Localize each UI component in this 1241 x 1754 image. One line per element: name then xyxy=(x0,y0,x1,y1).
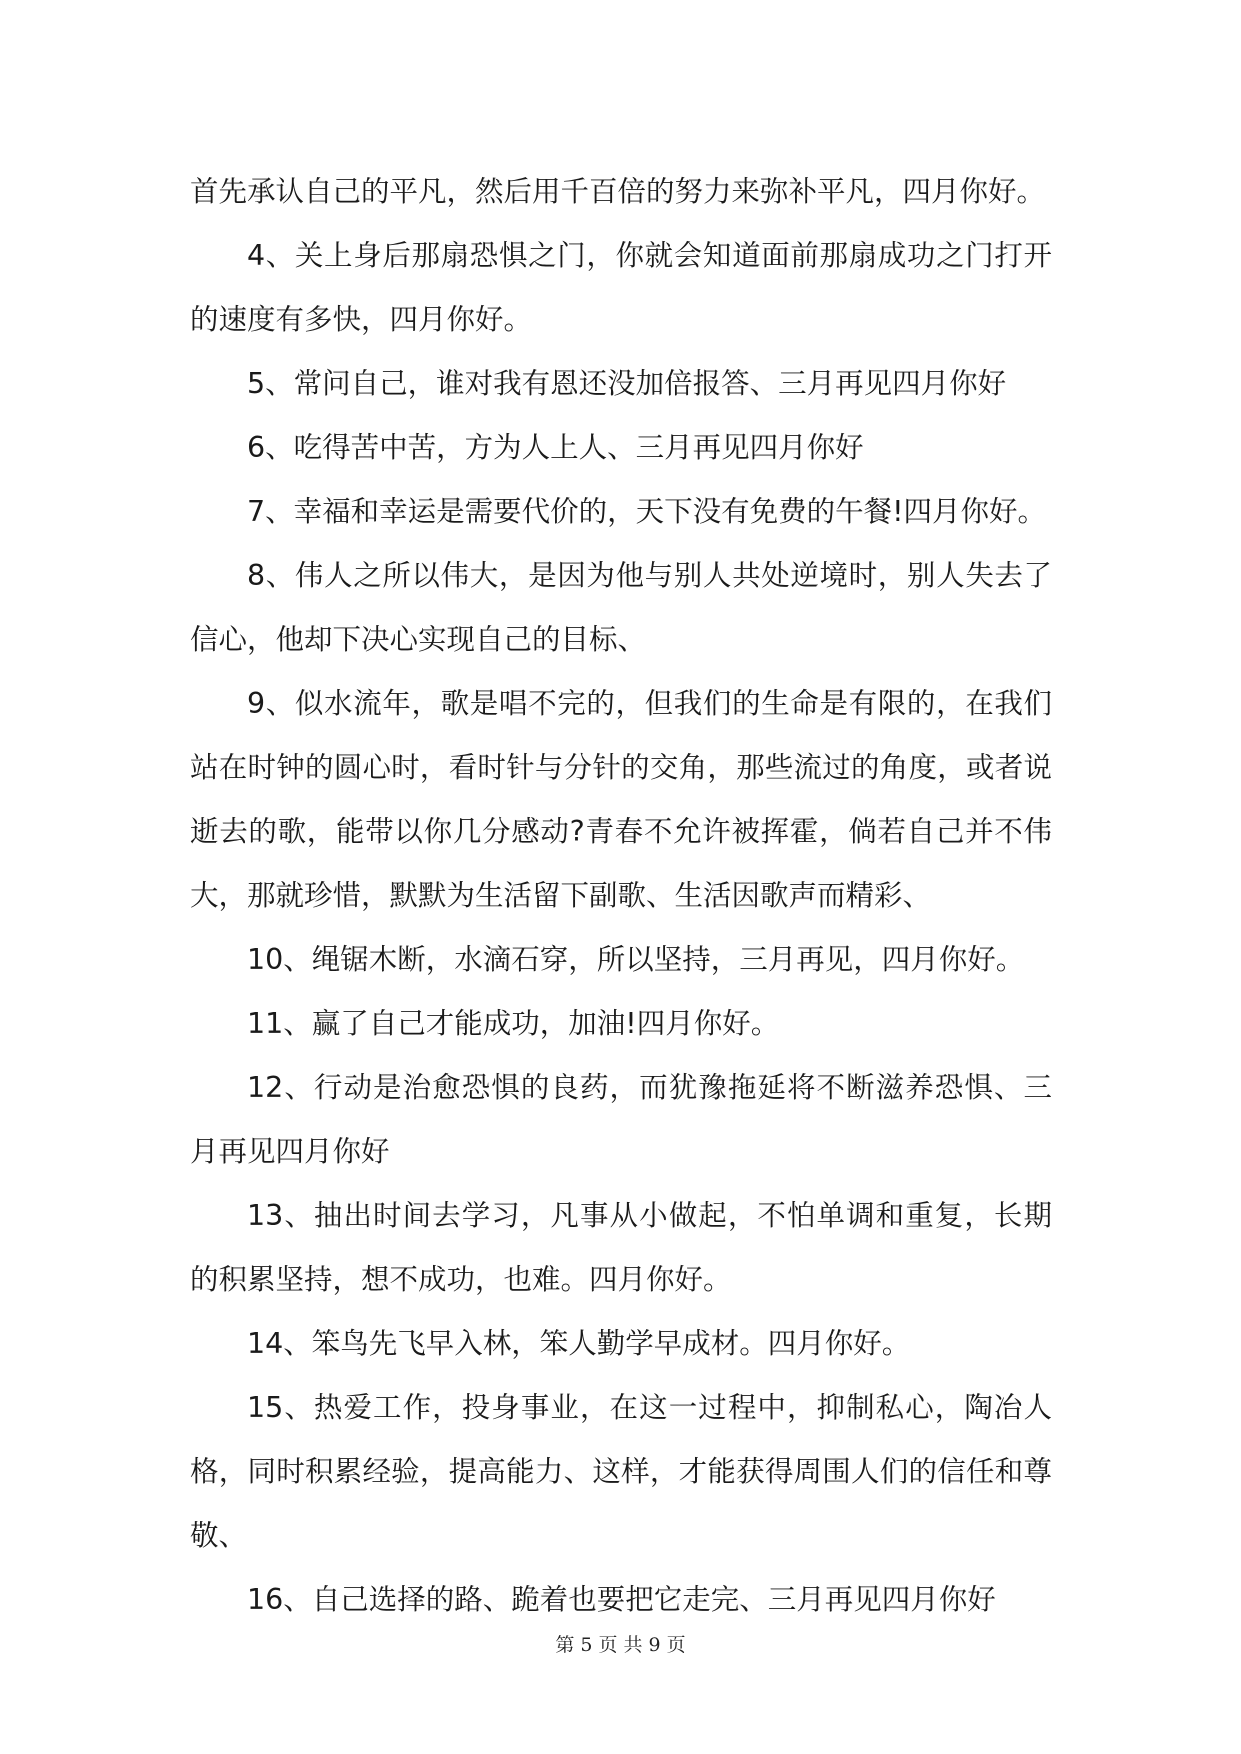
paragraph: 12、行动是治愈恐惧的良药，而犹豫拖延将不断滋养恐惧、三月再见四月你好 xyxy=(190,1071,1052,1168)
paragraph: 13、抽出时间去学习，凡事从小做起，不怕单调和重复，长期的积累坚持，想不成功，也难。四月你好。 xyxy=(190,1199,1052,1296)
paragraph: 15、热爱工作，投身事业，在这一过程中，抑制私心，陶冶人格，同时积累经验，提高能力、这样，才能获得周围人们的信任和尊敬、 xyxy=(190,1391,1052,1552)
paragraph: 7、幸福和幸运是需要代价的，天下没有免费的午餐!四月你好。 xyxy=(247,495,1047,528)
paragraph: 4、关上身后那扇恐惧之门，你就会知道面前那扇成功之门打开的速度有多快，四月你好。 xyxy=(190,239,1052,336)
paragraph: 14、笨鸟先飞早入林，笨人勤学早成材。四月你好。 xyxy=(247,1327,911,1360)
paragraph: 10、绳锯木断，水滴石穿，所以坚持，三月再见，四月你好。 xyxy=(247,943,1025,976)
paragraph: 9、似水流年，歌是唱不完的，但我们的生命是有限的，在我们站在时钟的圆心时，看时针与分针的交角，那些流过的角度，或者说逝去的歌，能带以你几分感动?青春不允许被挥霍，倘若自己并不伟大，那就珍惜，默默为生活留下副歌、生活因歌声而精彩、 xyxy=(190,687,1052,912)
paragraph: 6、吃得苦中苦，方为人上人、三月再见四月你好 xyxy=(247,431,864,464)
paragraph: 16、自己选择的路、跪着也要把它走完、三月再见四月你好 xyxy=(247,1583,996,1616)
document-body xyxy=(190,160,1052,1632)
paragraph: 11、赢了自己才能成功，加油!四月你好。 xyxy=(247,1007,780,1040)
paragraph: 5、常问自己，谁对我有恩还没加倍报答、三月再见四月你好 xyxy=(247,367,1007,400)
paragraph: 首先承认自己的平凡，然后用千百倍的努力来弥补平凡，四月你好。 xyxy=(190,175,1046,208)
paragraph: 8、伟人之所以伟大，是因为他与别人共处逆境时，别人失去了信心，他却下决心实现自己的目标、 xyxy=(190,559,1052,656)
page-footer: 第 5 页 共 9 页 xyxy=(555,1634,686,1656)
